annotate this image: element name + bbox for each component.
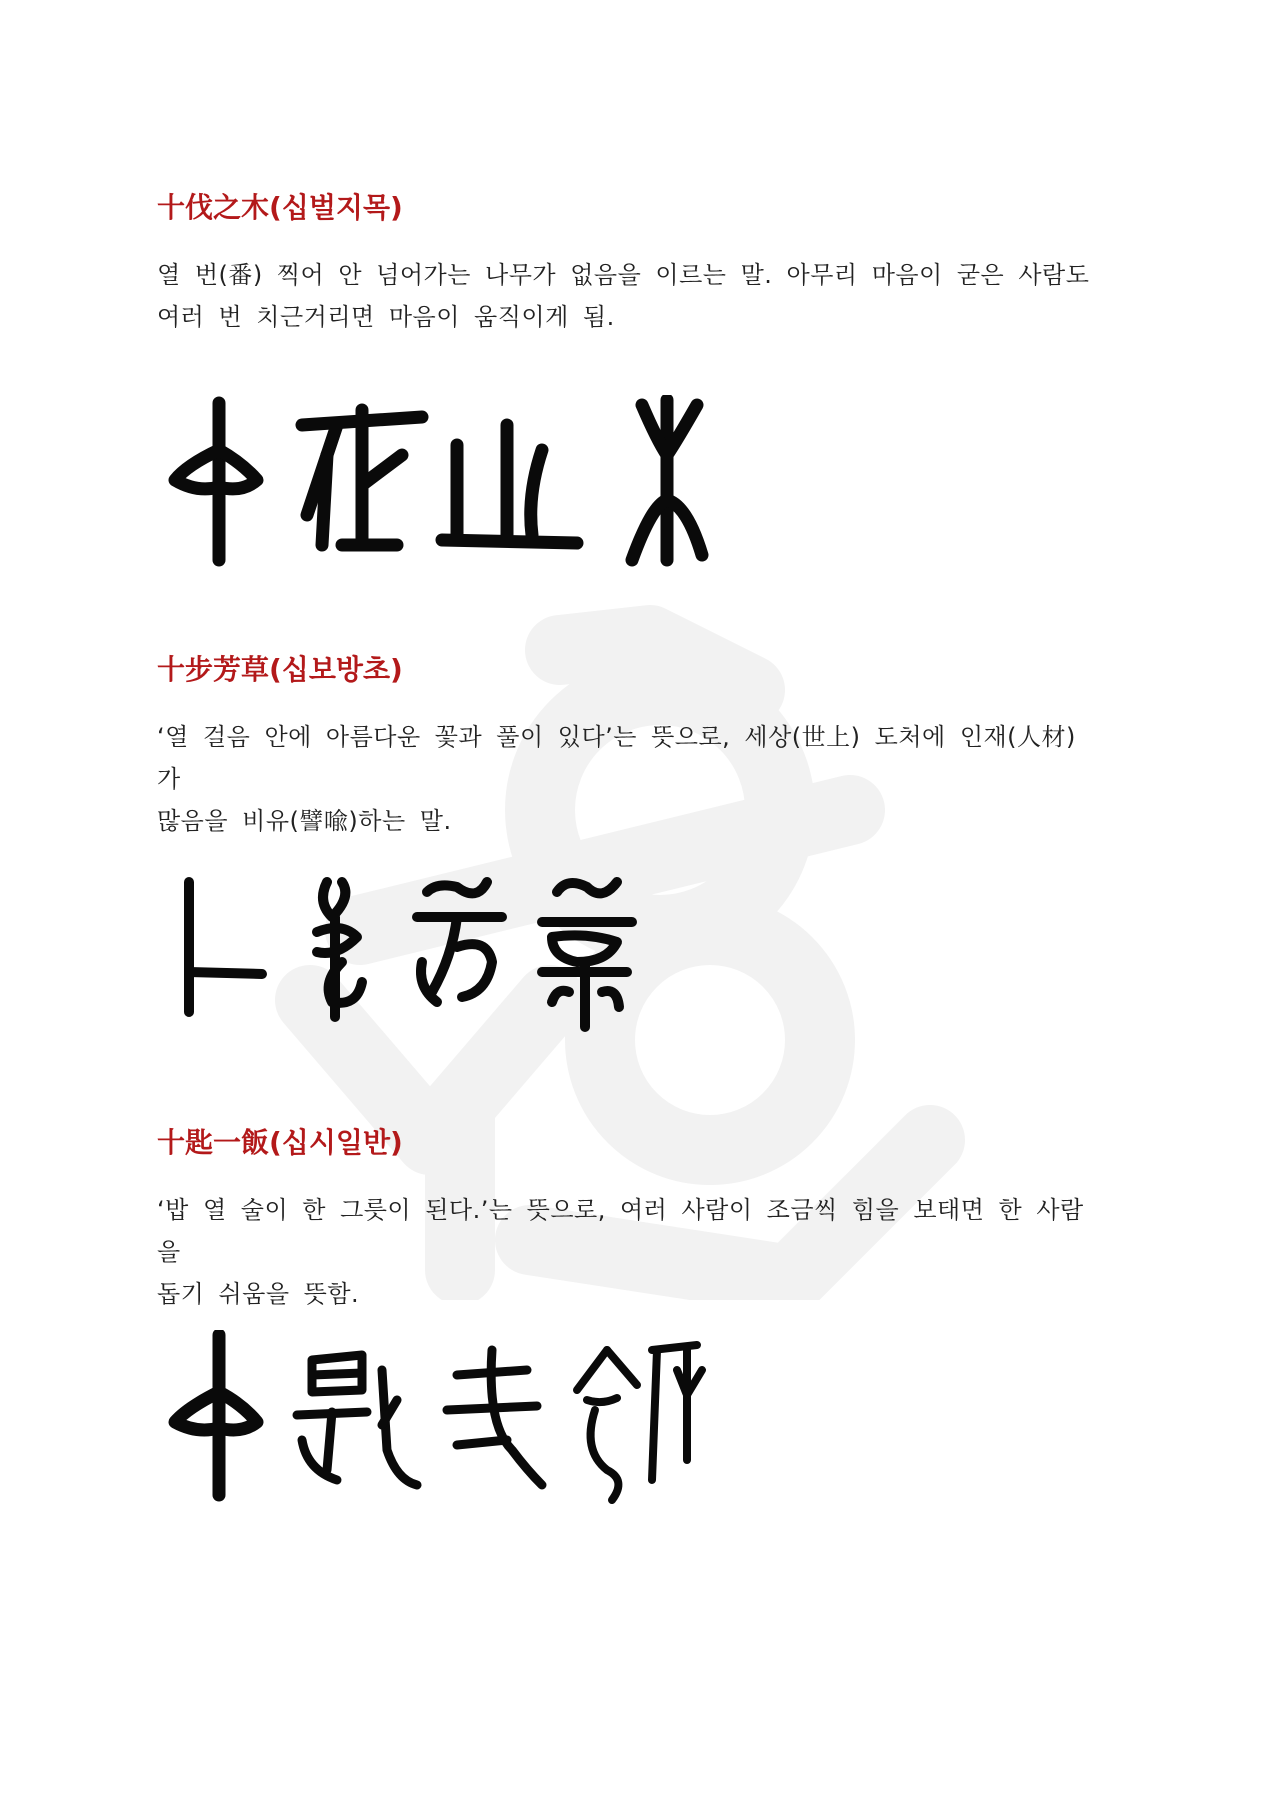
- entry-description: [157, 716, 1097, 842]
- entry-sipsiilban: [157, 1125, 1097, 1315]
- description-line-1: 열 번(番) 찍어 안 넘어가는 나무가 없음을 이르는 말. 아무리 마음이 굳은 사람도: [157, 261, 1090, 289]
- bronze-script-glyphs-image: [157, 1330, 857, 1510]
- entry-description: [157, 1189, 1097, 1315]
- entry-title: 十步芳草(십보방초): [157, 653, 403, 686]
- description-line-2: 많음을 비유(譬喩)하는 말.: [157, 807, 452, 835]
- oracle-bone-glyphs-image: [157, 395, 857, 575]
- description-line-2: 돕기 쉬움을 뜻함.: [157, 1280, 360, 1308]
- ancient-script-image: [157, 395, 857, 575]
- description-line-1: ‘열 걸음 안에 아름다운 꽃과 풀이 있다’는 뜻으로, 세상(世上) 도처에 인재(人材)가: [157, 723, 1076, 793]
- description-line-1: ‘밥 열 술이 한 그릇이 된다.’는 뜻으로, 여러 사람이 조금씩 힘을 보태면 한 사람을: [157, 1196, 1084, 1266]
- entry-sipbobangcho: [157, 652, 1097, 842]
- entry-sipbeoljimok: [157, 190, 1097, 338]
- seal-script-glyphs-image: [157, 862, 857, 1042]
- entry-title: 十伐之木(십벌지목): [157, 191, 403, 224]
- entry-title: 十匙一飯(십시일반): [157, 1126, 403, 1159]
- ancient-script-image: [157, 862, 857, 1042]
- description-line-2: 여러 번 치근거리면 마음이 움직이게 됨.: [157, 303, 615, 331]
- ancient-script-image: [157, 1330, 857, 1510]
- entry-description: [157, 254, 1097, 338]
